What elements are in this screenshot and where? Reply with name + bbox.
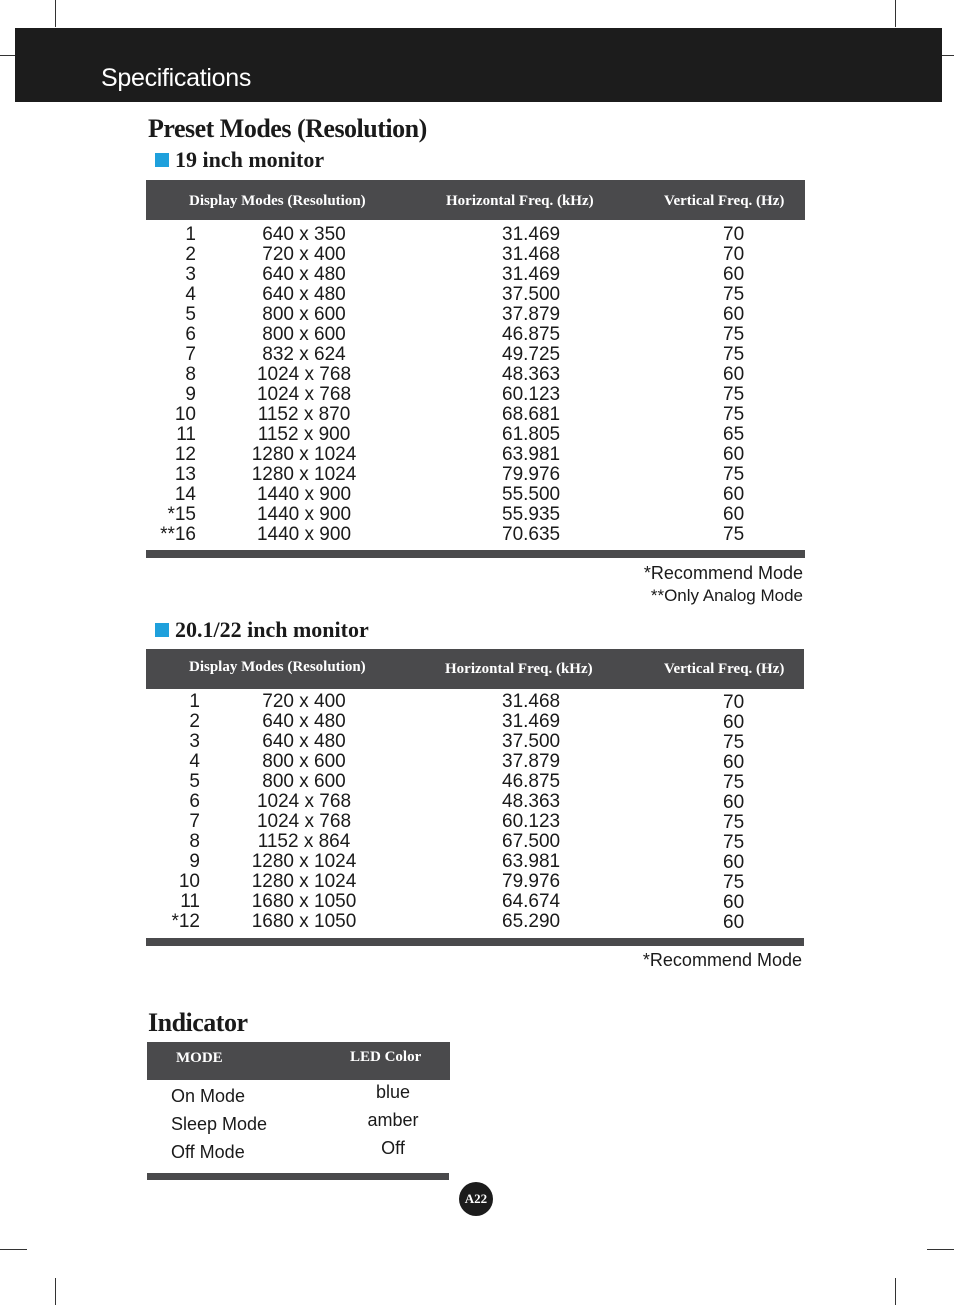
resolution-cell: 1440 x 900 [256,524,352,545]
hfreq-cell: 70.635 [502,524,561,545]
mode-number: 8 [189,831,200,852]
analog-mode-note: **Only Analog Mode [650,586,803,605]
hfreq-cell: 31.469 [502,711,561,732]
indicator-mode: Off Mode [171,1142,245,1162]
resolution-cell: 1280 x 1024 [251,871,357,892]
vfreq-cell: 70 [723,224,745,245]
mode-number: 7 [189,811,200,832]
vfreq-cell: 60 [723,264,745,285]
header-vertical-freq: Vertical Freq. (Hz) [664,193,785,209]
hfreq-cell: 63.981 [502,444,561,465]
mode-number: 4 [189,751,200,772]
table-19-bottom-rule [146,550,805,558]
resolution-cell: 1024 x 768 [256,811,352,832]
monitor-19-title [155,147,324,173]
resolution-cell: 1680 x 1050 [251,911,357,932]
vfreq-cell: 60 [723,504,745,525]
mode-number: 9 [185,384,196,405]
resolution-cell: 1024 x 768 [256,364,352,385]
indicator-mode: On Mode [171,1086,246,1106]
mode-number: 14 [174,484,196,505]
mode-number: 1 [185,224,196,245]
hfreq-cell: 31.468 [502,244,561,265]
mode-number: 11 [180,891,200,912]
hfreq-cell: 67.500 [502,831,561,852]
table-22-hfreq-column [502,692,582,932]
vfreq-cell: 60 [723,912,745,933]
resolution-cell: 640 x 480 [262,731,346,752]
vfreq-cell: 75 [723,732,745,753]
indicator-mode-column [171,1086,267,1170]
crop-mark [895,1278,896,1305]
table-19-header [146,180,805,220]
mode-number: 2 [189,711,200,732]
vfreq-cell: 75 [723,284,745,305]
hfreq-cell: 37.879 [502,304,561,325]
vfreq-cell: 75 [723,812,745,833]
mode-number: 3 [185,264,196,285]
vfreq-cell: 75 [723,404,745,425]
page-header-title: Specifications [101,64,252,92]
resolution-cell: 800 x 600 [262,751,346,772]
resolution-cell: 640 x 480 [262,284,346,305]
hfreq-cell: 64.674 [502,891,561,912]
vfreq-cell: 75 [723,524,745,545]
mode-number: 5 [189,771,200,792]
table-22-bottom-rule [146,938,804,946]
resolution-cell: 1280 x 1024 [251,464,357,485]
crop-mark [55,1278,56,1305]
mode-number: 10 [174,404,196,425]
hfreq-cell: 48.363 [502,364,561,385]
hfreq-cell: 46.875 [502,324,561,345]
hfreq-cell: 55.500 [502,484,561,505]
mode-number: 11 [176,424,196,445]
indicator-mode: Sleep Mode [171,1114,268,1134]
mode-number: 9 [189,851,200,872]
hfreq-cell: 48.363 [502,791,561,812]
table-19-hfreq-column [502,225,582,545]
resolution-cell: 1280 x 1024 [251,444,357,465]
header-display-modes: Display Modes (Resolution) [189,659,366,675]
hfreq-cell: 31.468 [502,691,561,712]
header-display-modes: Display Modes (Resolution) [189,193,366,209]
indicator-title: Indicator [148,1008,248,1037]
resolution-cell: 1152 x 900 [257,424,351,445]
mode-number: 4 [185,284,196,305]
header-horizontal-freq: Horizontal Freq. (kHz) [445,661,593,677]
hfreq-cell: 49.725 [502,344,561,365]
resolution-cell: 1440 x 900 [256,504,352,525]
vfreq-cell: 60 [723,304,745,325]
mode-number: 6 [185,324,196,345]
hfreq-cell: 65.290 [502,911,561,932]
hfreq-cell: 46.875 [502,771,561,792]
hfreq-cell: 79.976 [502,871,561,892]
table-19-resolution-column [234,225,374,545]
resolution-cell: 1152 x 870 [257,404,351,425]
table-19-num-column [150,225,196,545]
table-19-vfreq-column [723,225,763,545]
hfreq-cell: 37.500 [502,731,561,752]
crop-mark [0,1249,27,1250]
vfreq-cell: 60 [723,712,745,733]
vfreq-cell: 70 [723,692,745,713]
vfreq-cell: 75 [723,772,745,793]
hfreq-cell: 60.123 [502,811,561,832]
mode-number: 10 [178,871,200,892]
mode-number: 1 [189,691,200,712]
resolution-cell: 640 x 350 [262,224,346,245]
vfreq-cell: 75 [723,324,745,345]
crop-mark [55,0,56,27]
vfreq-cell: 75 [723,384,745,405]
indicator-led-color: amber [367,1110,419,1130]
indicator-led-color: Off [381,1138,405,1158]
hfreq-cell: 55.935 [502,504,561,525]
mode-number: 2 [185,244,196,265]
vfreq-cell: 60 [723,892,745,913]
resolution-cell: 800 x 600 [262,771,346,792]
mode-number: 8 [185,364,196,385]
resolution-cell: 640 x 480 [262,264,346,285]
resolution-cell: 720 x 400 [262,691,346,712]
crop-mark [927,1249,954,1250]
mode-number: 7 [185,344,196,365]
vfreq-cell: 60 [723,484,745,505]
mode-number: 5 [185,304,196,325]
resolution-cell: 640 x 480 [262,711,346,732]
hfreq-cell: 37.879 [502,751,561,772]
resolution-cell: 1024 x 768 [256,384,352,405]
recommend-mode-note: *Recommend Mode [643,563,803,583]
hfreq-cell: 31.469 [502,264,561,285]
resolution-cell: 1440 x 900 [256,484,352,505]
table-22-header [146,649,804,689]
bullet-square-icon [155,623,169,637]
hfreq-cell: 79.976 [502,464,561,485]
mode-number: *12 [171,911,200,932]
vfreq-cell: 60 [723,852,745,873]
resolution-cell: 1152 x 864 [257,831,351,852]
recommend-mode-note-22: *Recommend Mode [642,950,802,970]
vfreq-cell: 60 [723,364,745,385]
vfreq-cell: 60 [723,792,745,813]
vfreq-cell: 75 [723,832,745,853]
mode-number: **16 [160,524,196,545]
vfreq-cell: 60 [723,752,745,773]
vfreq-cell: 75 [723,872,745,893]
hfreq-cell: 68.681 [502,404,561,425]
vfreq-cell: 75 [723,464,745,485]
vfreq-cell: 60 [723,444,745,465]
vfreq-cell: 65 [723,424,745,445]
monitor-22-title [155,617,369,643]
bullet-square-icon [155,153,169,167]
resolution-cell: 832 x 624 [262,344,346,365]
mode-number: 13 [174,464,196,485]
crop-mark [895,0,896,27]
header-mode: MODE [176,1050,223,1066]
monitor-19-title-text: 19 inch monitor [175,147,325,172]
indicator-color-column [353,1082,433,1166]
mode-number: 6 [189,791,200,812]
hfreq-cell: 31.469 [502,224,561,245]
indicator-bottom-rule [147,1173,449,1180]
hfreq-cell: 63.981 [502,851,561,872]
hfreq-cell: 61.805 [502,424,561,445]
table-22-resolution-column [234,692,374,932]
indicator-table-header [147,1042,450,1080]
preset-modes-title: Preset Modes (Resolution) [148,114,427,143]
indicator-led-color: blue [375,1082,411,1102]
monitor-22-title-text: 20.1/22 inch monitor [175,617,369,642]
resolution-cell: 720 x 400 [262,244,346,265]
mode-number: 12 [174,444,196,465]
table-22-num-column [150,692,200,932]
resolution-cell: 800 x 600 [262,324,346,345]
resolution-cell: 1680 x 1050 [251,891,357,912]
resolution-cell: 1024 x 768 [256,791,352,812]
hfreq-cell: 37.500 [502,284,561,305]
vfreq-cell: 75 [723,344,745,365]
header-led-color: LED Color [350,1049,422,1065]
resolution-cell: 800 x 600 [262,304,346,325]
mode-number: 3 [189,731,200,752]
resolution-cell: 1280 x 1024 [251,851,357,872]
vfreq-cell: 70 [723,244,745,265]
hfreq-cell: 60.123 [502,384,561,405]
mode-number: *15 [167,504,196,525]
page-number-badge: A22 [459,1182,493,1216]
header-horizontal-freq: Horizontal Freq. (kHz) [446,193,594,209]
table-22-vfreq-column [723,693,763,933]
header-vertical-freq: Vertical Freq. (Hz) [664,661,785,677]
